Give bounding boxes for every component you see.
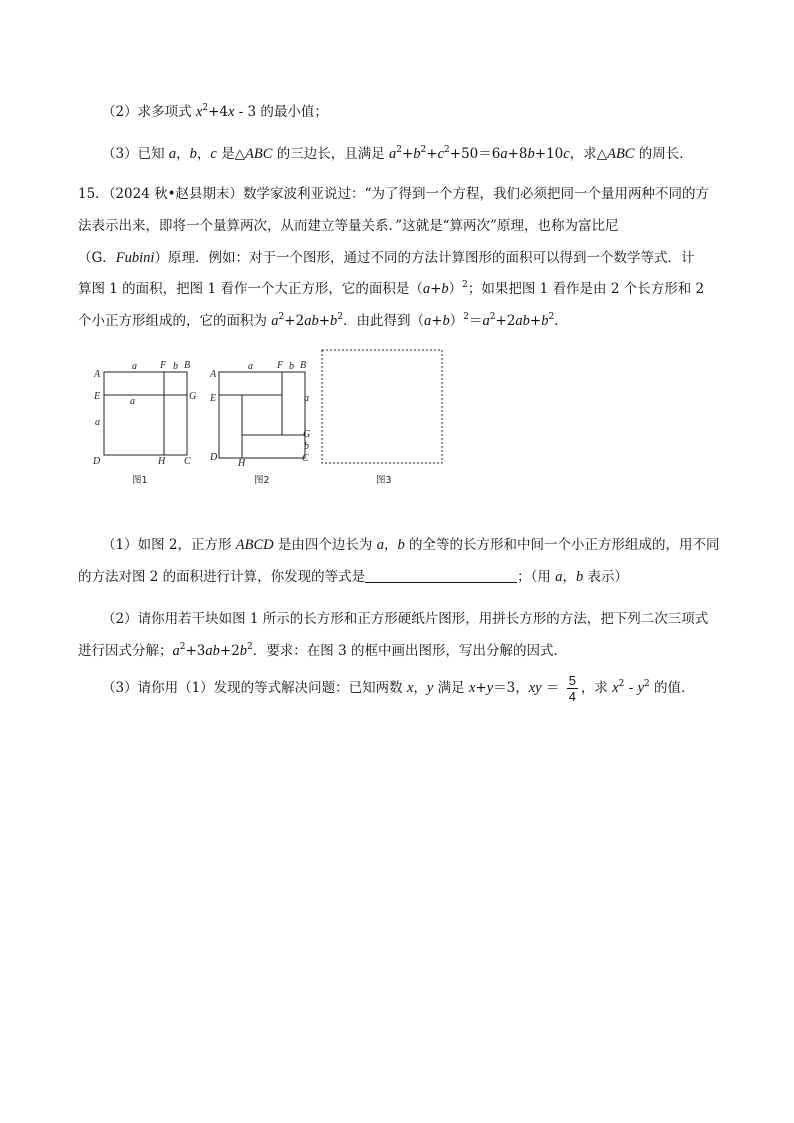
q15-line3: （G．Fubini）原理．例如：对于一个图形，通过不同的方法计算图形的面积可以得到一个数学等式．计 <box>78 250 695 266</box>
fig1-caption: 图1 <box>132 475 148 486</box>
fig2-label-b-top: b <box>289 361 294 372</box>
fig3-caption: 图3 <box>376 475 392 486</box>
q15-part2-line1: （2）请你用若干块如图 1 所示的长方形和正方形硬纸片图形，用拼长方形的方法，把下列二次三项式 <box>102 611 709 627</box>
fig1-label-D: D <box>93 456 101 467</box>
fig3-dashed-frame <box>322 350 442 463</box>
fig1-square <box>104 372 187 455</box>
q15-line4: 算图 1 的面积，把图 1 看作一个大正方形，它的面积是$(a+b)^2$；如果把图 1 看作是由 2 个长方形和 2 <box>78 280 705 297</box>
fig2-label-D: D <box>210 452 218 463</box>
fig1-label-b-top: b <box>173 361 178 372</box>
fig2-label-G: G <box>303 429 311 440</box>
fig1-label-C: C <box>184 456 191 467</box>
fraction-5-4: $\frac{5}{4}$ <box>568 673 576 704</box>
fig1-label-H: H <box>158 456 166 467</box>
question-number: 15． <box>78 186 109 202</box>
fig2-label-a-right: a <box>304 393 309 404</box>
fig1-label-F: F <box>160 360 167 371</box>
fig1-label-A: A <box>94 369 101 380</box>
q15-line5: 个小正方形组成的，它的面积为 $a^2+2ab+b^2$．由此得到$(a+b)^2=a^2+2ab+b^2$． <box>78 312 568 329</box>
q15-part1-line2: 的方法对图 2 的面积进行计算，你发现的等式是 ；（用 a，b 表示） <box>78 569 629 585</box>
question-source: （2024 秋•赵县期末） <box>108 186 244 202</box>
q14-part2: （2）求多项式 $x^2+4x - 3$ 的最小值； <box>102 103 328 120</box>
answer-blank[interactable] <box>365 568 517 583</box>
fig2-label-A: A <box>210 369 217 380</box>
fig2-label-b-right: b <box>304 441 309 452</box>
fig2-label-B: B <box>300 360 307 371</box>
figure-1 <box>104 372 187 455</box>
fig1-label-a-top: a <box>132 361 137 372</box>
fig1-label-E: E <box>94 391 101 402</box>
fig2-square <box>219 372 305 458</box>
figure-2 <box>219 372 305 458</box>
q15-line1: 15．（2024 秋•赵县期末）数学家波利亚说过：“为了得到一个方程，我们必须把同一个量用两种不同的方 <box>78 186 709 202</box>
q15-line2: 法表示出来，即将一个量算两次，从而建立等量关系．”这就是“算两次”原理，也称为富比尼 <box>78 218 619 234</box>
fig2-label-C: C <box>302 453 309 464</box>
fig2-label-a-top: a <box>248 361 253 372</box>
q15-part3: （3）请你用（1）发现的等式解决问题：已知两数 x，y 满足 x+y＝3，xy ＝ $\frac{5}{4}$ ，求 $x^2 - y^2$ 的值． <box>102 673 695 704</box>
q14-part3: （3）已知 a，b，c 是△ABC 的三边长，且满足 $a^2+b^2+c^2+50=6a+8b+10c$，求△ABC 的周长． <box>102 145 693 162</box>
fig2-label-F: F <box>277 360 284 371</box>
fig2-label-H: H <box>238 458 246 469</box>
q15-part1-line1: （1）如图 2，正方形 ABCD 是由四个边长为 a，b 的全等的长方形和中间一个小正方形组成的，用不同 <box>102 537 720 553</box>
fig2-caption: 图2 <box>254 475 270 486</box>
fig1-label-B: B <box>184 360 191 371</box>
fig1-label-a-left: a <box>95 417 100 428</box>
figures <box>90 345 450 490</box>
fig1-label-G: G <box>189 391 197 402</box>
q15-part2-line2: 进行因式分解；$a^2+3ab+2b^2$．要求：在图 3 的框中画出图形，写出分解的因式． <box>78 642 567 659</box>
fig2-label-E: E <box>210 393 217 404</box>
fig1-label-a-inner: a <box>130 396 135 407</box>
